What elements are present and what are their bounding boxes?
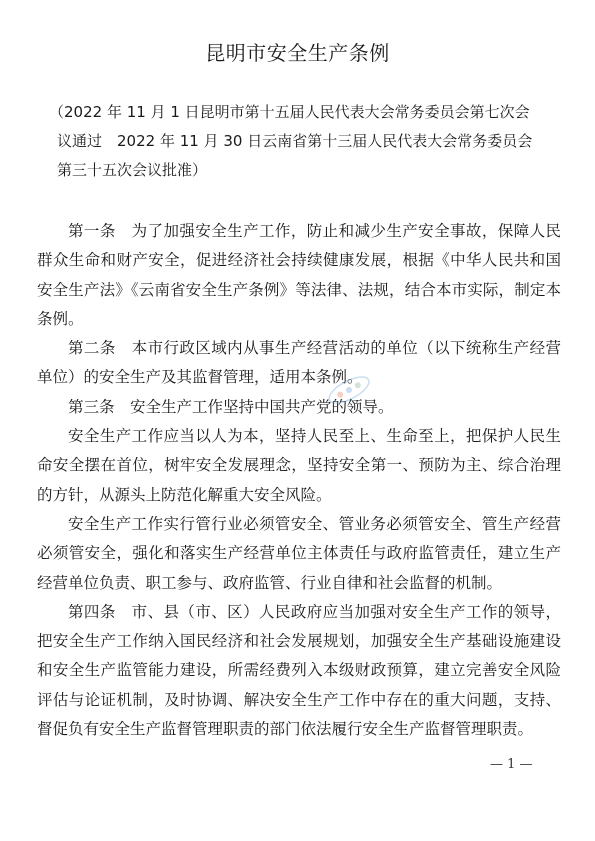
article-3-clause-2: 安全生产工作应当以人为本，坚持人民至上、生命至上，把保护人民生命安全摆在首位，树牢安全发展理念，坚持安全第一、预防为主、综合治理的方针，从源头上防范化解重大安全风险。 xyxy=(37,427,561,504)
adoption-note-line: 议通过 2022 年 11 月 30 日云南省第十三届人民代表大会常务委员会 xyxy=(57,132,533,150)
document-body xyxy=(37,217,561,744)
document-title: 昆明市安全生产条例 xyxy=(205,41,390,65)
article-2-paragraph: 第二条 本市行政区域内从事生产经营活动的单位（以下统称生产经营单位）的安全生产及其监督管理，适用本条例。 xyxy=(37,339,561,387)
article-1-paragraph: 第一条 为了加强安全生产工作，防止和减少生产安全事故，保障人民群众生命和财产安全，促进经济社会持续健康发展，根据《中华人民共和国安全生产法》《云南省安全生产条例》等法律、法规，结合本市实际，制定本条例。 xyxy=(37,222,561,328)
adoption-note-line: （2022 年 11 月 1 日昆明市第十五届人民代表大会常务委员会第七次会 xyxy=(49,103,530,121)
article-3-paragraph: 第三条 安全生产工作坚持中国共产党的领导。 xyxy=(68,397,394,416)
adoption-note-line: 第三十五次会议批准） xyxy=(57,161,208,179)
article-4-paragraph: 第四条 市、县（市、区）人民政府应当加强对安全生产工作的领导，把安全生产工作纳入国民经济和社会发展规划，加强安全生产基础设施建设和安全生产监管能力建设，所需经费列入本级财政预算，建立完善安全风险评估与论证机制，及时协调、解决安全生产工作中存在的重大问题，支持、督促负有安全生产监督管理职责的部门依法履行安全生产监督管理职责。 xyxy=(37,602,561,739)
adoption-note xyxy=(49,98,547,185)
article-3-clause-3: 安全生产工作实行管行业必须管安全、管业务必须管安全、管生产经营必须管安全，强化和落实生产经营单位主体责任与政府监管责任，建立生产经营单位负责、职工参与、政府监管、行业自律和社会监督的机制。 xyxy=(37,514,561,592)
page-number: — 1 — xyxy=(490,757,533,772)
